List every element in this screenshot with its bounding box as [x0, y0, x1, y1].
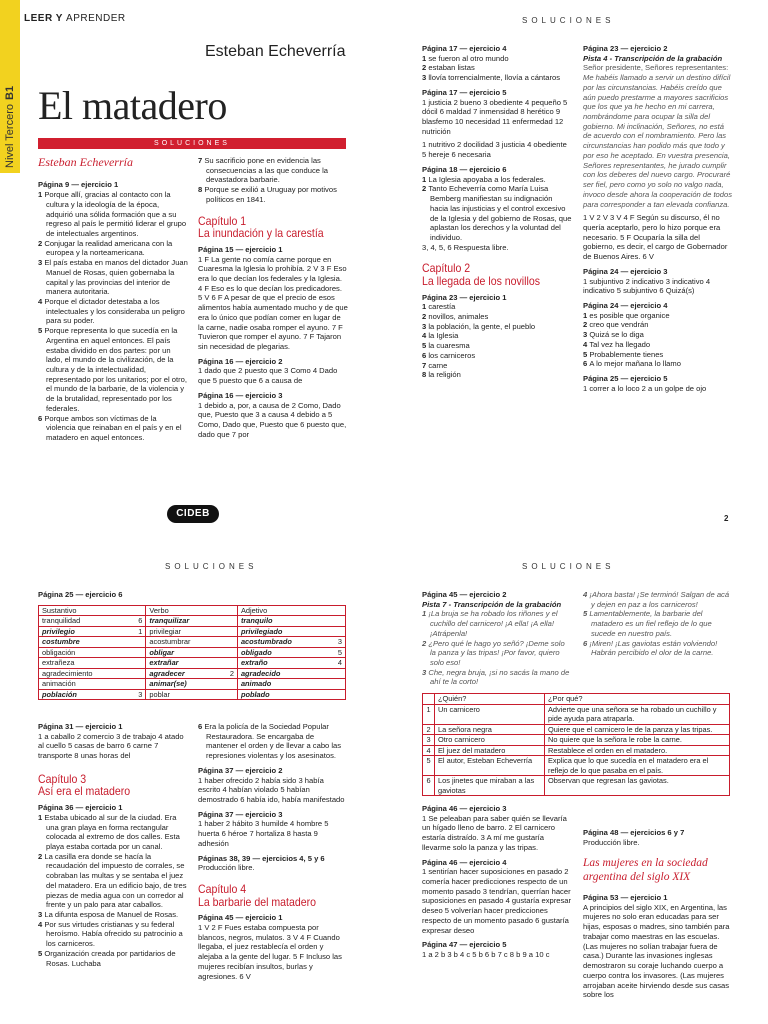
table-row — [39, 679, 346, 690]
brand-logo: LEER Y APRENDER — [24, 13, 126, 24]
list-item: 4 ¡Ahora basta! ¡Se terminó! Salgan de acá y dejen en paz a los carniceros! — [583, 590, 730, 609]
answer-number-cell: 3 — [334, 637, 346, 648]
answer-list — [422, 302, 572, 380]
solutions-header: SOLUCIONES — [522, 16, 615, 25]
table-row — [39, 658, 346, 669]
exercise-heading: Página 46 — ejercicio 4 — [422, 857, 507, 867]
answer-list — [38, 813, 188, 969]
answer-text: 1 justicia 2 bueno 3 obediente 4 pequeño 5 dócil 6 maldad 7 inmensidad 8 herético 9 blasfemo 10 necesidad 11 enfermedad 12 nutrición — [422, 97, 568, 136]
exercise-heading: Página 23 — ejercicio 2 — [583, 44, 668, 53]
exercise-heading: Página 16 — ejercicio 2 — [198, 356, 283, 366]
list-item: 1 es posible que organice — [583, 310, 670, 320]
transcript-list — [583, 590, 733, 658]
table-row — [39, 637, 346, 648]
list-item: 2 creo que vendrán — [583, 320, 649, 330]
row-number-cell: 2 — [423, 724, 435, 735]
section-title: Las mujeres en la sociedad argentina del siglo XIX — [583, 857, 708, 884]
answer-text: Producción libre. — [198, 863, 255, 873]
why-cell: Restablece el orden en el matadero. — [545, 745, 730, 756]
who-cell: Un carnicero — [435, 704, 545, 724]
answer-number-cell — [225, 689, 237, 700]
list-item: 3 La difunta esposa de Manuel de Rosas. — [38, 909, 179, 919]
table-row — [423, 735, 730, 746]
table-header — [423, 694, 730, 705]
section-author: Esteban Echeverría — [38, 155, 133, 169]
page-number: 2 — [724, 514, 729, 523]
table-row — [423, 724, 730, 735]
answer-text: 1 correr a lo loco 2 a un golpe de ojo — [583, 383, 707, 393]
list-item: 8 la religión — [422, 370, 461, 380]
list-item: 5 Porque representa lo que sucedía en la Argentina en aquel entonces. El país estaba dividido en dos partes: por un lado, el mundo de la civilización, de la cultura y de la intelectualidad, representado por los unitarios; por el otro, el mundo de la barbarie, de la violencia y de la brutalidad, representado por los federales. — [38, 326, 187, 413]
exercise-heading: Página 37 — ejercicio 3 — [198, 809, 283, 819]
who-why-table — [422, 693, 730, 796]
word-cell: tranquilidad — [39, 616, 134, 627]
answer-number-cell — [334, 626, 346, 637]
word-cell: tranquilo — [237, 616, 333, 627]
exercise-heading: Página 25 — ejercicio 6 — [38, 590, 123, 599]
column-header: ¿Quién? — [435, 694, 545, 705]
list-item: 6 Era la policía de la Sociedad Popular Restauradora. Se encargaba de mantener el orden y de llevar a cabo las represiones violentas y los asesinatos. — [198, 722, 342, 761]
column-1 — [38, 155, 188, 443]
word-cell: poblar — [146, 689, 226, 700]
transcript-intro: Señor presidente, Señores representantes: — [583, 63, 729, 73]
exercise-heading: Página 37 — ejercicio 2 — [198, 765, 283, 775]
list-item: 5 la cuaresma — [422, 341, 470, 351]
who-cell: Los jinetes que miraban a las gaviotas — [435, 776, 545, 796]
table-row — [423, 745, 730, 756]
exercise-heading: Página 24 — ejercicio 3 — [583, 266, 668, 276]
list-item: 1 se fueron al otro mundo — [422, 53, 509, 63]
table-row — [423, 704, 730, 724]
answer-list — [198, 722, 348, 761]
list-item: 2 Conjugar la realidad americana con la europea y la norteamericana. — [38, 238, 173, 258]
column-4 — [583, 590, 733, 658]
answer-text: Producción libre. — [583, 837, 640, 847]
word-cell: privilegiar — [146, 626, 226, 637]
word-cell: privilegiado — [237, 626, 333, 637]
column-header: Sustantivo — [39, 605, 146, 616]
level-label: Nivel TerceroB1 — [4, 85, 16, 168]
word-cell: obligación — [39, 647, 134, 658]
list-item: 3 la población, la gente, el pueblo — [422, 321, 536, 331]
column-header: Adjetivo — [237, 605, 345, 616]
why-cell: Quiere que el carnicero le de la panza y las tripas. — [545, 724, 730, 735]
list-item: 1 La Iglesia apoyaba a los federales. — [422, 174, 546, 184]
answer-text: 1 debido a, por, a causa de 2 Como, Dado que, Puesto que 3 a causa 4 debido a 5 Como, Dado que, Puesto que 6 puesto que, dado que 7 por — [198, 400, 347, 439]
who-cell: El juez del matadero — [435, 745, 545, 756]
list-item: 5 Probablemente tienes — [583, 349, 664, 359]
table-row — [39, 616, 346, 627]
word-cell: acostumbrar — [146, 637, 226, 648]
answer-text: 1 subjuntivo 2 indicativo 3 indicativo 4 indicativo 5 subjuntivo 6 Quizá(s) — [583, 276, 711, 296]
book-title: El matadero — [38, 83, 227, 128]
list-item: 4 la Iglesia — [422, 331, 459, 341]
answer-text: 1 a 2 b 3 b 4 c 5 b 6 b 7 c 8 b 9 a 10 c — [422, 950, 550, 960]
answer-text: 1 V 2 V 3 V 4 F Según su discurso, él no quería aceptarlo, pero lo hizo porque era necesario. 5 F Ocuparía la silla del gobierno, es decir, el cargo de Gobernador de Buenos Aires. 6 V — [583, 213, 728, 262]
column-header: ¿Por qué? — [545, 694, 730, 705]
answer-text: 1 haber ofrecido 2 había sido 3 había escrito 4 habían violado 5 habían demostrado 6 había ido, había manifestado — [198, 775, 345, 805]
answer-number-cell: 1 — [134, 626, 146, 637]
column-1 — [38, 722, 188, 968]
word-cell: extrañeza — [39, 658, 134, 669]
word-cell: agradecido — [237, 668, 333, 679]
answer-list — [583, 311, 733, 369]
why-cell: Explica que lo que sucedía en el matadero era el reflejo de lo que pasaba en el país. — [545, 756, 730, 776]
word-cell: población — [39, 689, 134, 700]
column-header — [423, 694, 435, 705]
list-item: 4 Porque el dictador detestaba a los intelectuales y los consideraba un peligro para su poder. — [38, 296, 185, 326]
answer-number-cell — [225, 647, 237, 658]
word-cell: privilegio — [39, 626, 134, 637]
list-item: 6 los carniceros — [422, 350, 476, 360]
book-author: Esteban Echeverría — [205, 43, 346, 60]
answer-number-cell — [134, 658, 146, 669]
answer-text: 1 haber 2 hábito 3 humilde 4 hombre 5 huerta 6 héroe 7 hortaliza 8 hasta 9 adhesión — [198, 819, 329, 848]
solutions-banner: SOLUCIONES — [38, 138, 346, 149]
list-item: 6 Porque ambos son víctimas de la violencia que reinaban en el país y en el matadero en aquel entonces. — [38, 413, 182, 443]
word-cell: obligar — [146, 647, 226, 658]
answer-text: 3, 4, 5, 6 Respuesta libre. — [422, 242, 509, 252]
list-item: 5 Organización creada por partidarios de Rosas. Luchaba — [38, 948, 176, 968]
exercise-heading: Páginas 38, 39 — ejercicios 4, 5 y 6 — [198, 853, 325, 863]
solutions-header: SOLUCIONES — [522, 562, 615, 571]
exercise-heading: Página 48 — ejercicios 6 y 7 — [583, 828, 685, 837]
list-item: 1 Porque allí, gracias al contacto con la cultura y la ideología de la época, adquirió una sólida formación que a su regreso al país le permitió liderar el grupo de intelectuales argentinos. — [38, 190, 187, 238]
chapter-subtitle: La barbarie del matadero — [198, 894, 317, 909]
track-title: Pista 4 - Transcripción de la grabación — [583, 53, 723, 63]
list-item: 1 Estaba ubicado al sur de la ciudad. Era una gran playa en forma rectangular colocada al extremo de dos calles. Esta playa estaba cortada por un canal. — [38, 812, 180, 851]
transcript-text: Me habéis llamado a servir un destino difícil por las circunstancias. Habéis creído que aún puedo prestarme a mayores sacrificios que los que ya he hecho en mi carrera, nombrándome para ocupar la silla del gobierno. Mi inclinación, Señores, no está de acuerdo con el nombramiento. Pero las circunstancias han podido más que todo y por eso he aceptado. En vuestra presencia, Señores representantes, he jurado cumplir con los deberes del nuevo cargo. Procuraré ser fiel, pero como yo solo no valgo nada, invoco desde ahora la cooperación de todos para corresponder a tan elevada confianza. — [583, 73, 733, 209]
exercise-heading: Página 16 — ejercicio 3 — [198, 390, 283, 400]
exercise-heading: Página 9 — ejercicio 1 — [38, 180, 119, 190]
row-number-cell: 1 — [423, 704, 435, 724]
list-item: 3 Che, negra bruja, ¡si no sacás la mano de ahí te la corto! — [422, 667, 570, 687]
answer-text: 1 V 2 F Fues estaba compuesta por blancos, negros, mulatos. 3 V 4 F Cuando llegaba, el juez restablecía el orden y alejaba a la gente del lugar. 5 F Incluso las mujeres recibían insultos, burlas y agresiones. 6 V — [198, 922, 342, 981]
word-cell: animación — [39, 679, 134, 690]
word-cell: poblado — [237, 689, 333, 700]
answer-text: 1 F La gente no comía carne porque en Cuaresma la Iglesia lo prohibía. 2 V 3 F Eso era lo que decían los federales y la Iglesia. 4 F Eso es lo que decían los predicadores. 5 V 6 F A pesar de que el precio de esos alimentos había aumentado mucho y de que era lo único que podían comer en lugar de la carne, nadie osaba romper el ayuno. 7 F Tuvieron que romper el ayuno. 7 F Tajaron sin necesidad de plegarias. — [198, 254, 348, 351]
exercise-heading: Página 31 — ejercicio 1 — [38, 722, 123, 731]
chapter-heading — [38, 773, 188, 798]
word-cell: extraño — [237, 658, 333, 669]
table-row — [39, 668, 346, 679]
table-row — [39, 689, 346, 700]
row-number-cell: 4 — [423, 745, 435, 756]
chapter-subtitle: La inundación y la carestía — [198, 226, 324, 241]
word-cell: costumbre — [39, 637, 134, 648]
answer-text: 1 Se peleaban para saber quién se llevaría un hígado lleno de barro. 2 El carnicero estaría distraído. 3 A mí me gustaría llevarme solo la panza y las tripas. — [422, 813, 567, 852]
list-item: 7 Su sacrificio pone en evidencia las consecuencias a las que conduce la devastadora barbarie. — [198, 156, 329, 185]
why-cell: Observan que regresan las gaviotas. — [545, 776, 730, 796]
exercise-heading: Página 46 — ejercicio 3 — [422, 804, 507, 813]
table-row — [39, 626, 346, 637]
exercise-heading: Página 17 — ejercicio 5 — [422, 87, 507, 97]
word-family-section — [38, 590, 346, 700]
table-row — [39, 647, 346, 658]
answer-number-cell — [134, 637, 146, 648]
list-item: 2 Tanto Echeverría como María Luisa Bemberg manifiestan su indignación hacia las injusticias y el control excesivo de la Iglesia y del gobierno de Rosas, que aplastan los derechos y la voluntad del individuo. — [422, 184, 572, 242]
table-row — [423, 776, 730, 796]
exercise-heading: Página 45 — ejercicio 2 — [422, 590, 507, 599]
who-cell: La señora negra — [435, 724, 545, 735]
word-cell: agradecer — [146, 668, 226, 679]
answer-list — [198, 156, 348, 205]
answer-text: 1 nutritivo 2 docilidad 3 justicia 4 obediente 5 hereje 6 necesaria — [422, 140, 567, 160]
list-item: 4 Tal vez ha llegado — [583, 339, 651, 349]
list-item: 6 A lo mejor mañana lo llamo — [583, 359, 681, 369]
why-cell: Advierte que una señora se ha robado un cuchillo y pide ayuda para atraparla. — [545, 704, 730, 724]
answer-number-cell — [225, 679, 237, 690]
table-header — [39, 605, 346, 616]
exercise-heading: Página 15 — ejercicio 1 — [198, 244, 283, 254]
exercise-heading: Página 18 — ejercicio 6 — [422, 164, 507, 174]
answer-text: A principios del siglo XIX, en Argentina, las mujeres no solo eran educadas para ser hijas, esposas o madres, sino también para trabajar como maestras en las escuelas. (Las mujeres no solían trabajar fuera de casa.) Durante las invasiones inglesas demostraron su coraje luchando cuerpo a cuerpo contra los invasores. (Las mujeres arrojaban aceite hirviendo desde sus casas sobre los — [583, 902, 730, 1000]
answer-text: 1 a caballo 2 comercio 3 de trabajo 4 atado al cuello 5 casas de barro 6 carne 7 transporte 8 unas horas del — [38, 731, 184, 761]
answer-number-cell — [225, 658, 237, 669]
answer-list — [422, 175, 572, 243]
list-item: 3 Quizá se lo diga — [583, 330, 644, 340]
list-item: 8 Porque se exilió a Uruguay por motivos políticos en 1841. — [198, 185, 337, 204]
answer-number-cell: 6 — [134, 616, 146, 627]
answer-number-cell — [334, 689, 346, 700]
exercise-heading: Página 24 — ejercicio 4 — [583, 300, 668, 310]
word-cell: extrañar — [146, 658, 226, 669]
row-number-cell: 6 — [423, 776, 435, 796]
list-item: 6 ¡Miren! ¡Las gaviotas están volviendo! Habrán percibido el olor de la carne. — [583, 638, 718, 658]
solutions-header: SOLUCIONES — [165, 562, 258, 571]
list-item: 1 ¡La bruja se ha robado los riñones y el cuchillo del carnicero! ¡A ella! ¡A ella! ¡Atrápenla! — [422, 609, 558, 638]
who-cell: Otro carnicero — [435, 735, 545, 746]
answer-number-cell — [225, 626, 237, 637]
column-3 — [422, 44, 572, 380]
word-cell: acostumbrado — [237, 637, 333, 648]
word-cell: tranquilizar — [146, 616, 226, 627]
answer-number-cell: 4 — [334, 658, 346, 669]
chapter-heading — [198, 883, 348, 908]
chapter-title: Capítulo 1 — [198, 213, 247, 228]
publisher-logo: CIDEB — [167, 505, 219, 523]
answer-number-cell — [134, 668, 146, 679]
word-cell: agradecimiento — [39, 668, 134, 679]
chapter-title: Capítulo 3 — [38, 771, 87, 786]
chapter-title: Capítulo 4 — [198, 882, 247, 897]
chapter-heading — [198, 215, 348, 240]
row-number-cell: 3 — [423, 735, 435, 746]
answer-number-cell — [225, 637, 237, 648]
answer-number-cell — [134, 679, 146, 690]
answer-text: 1 sentirían hacer suposiciones en pasado 2 comería hacer predicciones respecto de un momento pasado 3 tendrían, querrían hacer suposiciones en pasado 4 gustaría expresar deseo 5 volverían hacer predicciones respecto de un momento pasado 6 gustaría expresar deseo — [422, 867, 572, 935]
transcript-list — [422, 609, 572, 687]
answer-list — [422, 54, 572, 83]
chapter-heading — [422, 262, 572, 287]
column-header: Verbo — [146, 605, 238, 616]
chapter-subtitle: Así era el matadero — [38, 784, 131, 799]
word-cell: obligado — [237, 647, 333, 658]
exercise-heading: Página 25 — ejercicio 5 — [583, 374, 668, 383]
answer-number-cell: 2 — [225, 668, 237, 679]
answer-number-cell — [334, 679, 346, 690]
column-4-lower — [583, 828, 733, 1000]
answer-number-cell — [225, 616, 237, 627]
list-item: 3 llovía torrencialmente, llovía a cántaros — [422, 73, 561, 83]
exercise-heading: Página 36 — ejercicio 1 — [38, 803, 123, 813]
chapter-title: Capítulo 2 — [422, 261, 471, 276]
answer-number-cell — [334, 616, 346, 627]
exercise-heading: Página 47 — ejercicio 5 — [422, 940, 507, 950]
column-2 — [198, 722, 348, 981]
word-family-table — [38, 605, 346, 701]
word-cell: animado — [237, 679, 333, 690]
list-item: 2 La casilla era donde se hacía la recaudación del impuesto de corrales, se cobraban las multas y se sentaba el juez del matadero. Era un edificio bajo, de tres piezas de media agua con un corredor al frente y un palo para atar caballos. — [38, 851, 187, 910]
answer-number-cell — [334, 668, 346, 679]
who-cell: El autor, Esteban Echeverría — [435, 756, 545, 776]
list-item: 3 El país estaba en manos del dictador Juan Manuel de Rosas, quien gobernaba la capital y las provincias del interior de manera autoritaria. — [38, 258, 188, 297]
exercise-heading: Página 17 — ejercicio 4 — [422, 44, 507, 53]
table-row — [423, 756, 730, 776]
list-item: 7 carne — [422, 360, 448, 370]
chapter-subtitle: La llegada de los novillos — [422, 273, 541, 288]
column-2 — [198, 156, 348, 439]
list-item: 4 Por sus virtudes cristianas y su federal heroísmo. Había ofrecido su patrocinio a los carniceros. — [38, 919, 183, 949]
answer-number-cell — [134, 647, 146, 658]
answer-number-cell: 5 — [334, 647, 346, 658]
track-title: Pista 7 - Transcripción de la grabación — [422, 599, 562, 609]
answer-list — [38, 190, 188, 443]
list-item: 2 novillos, animales — [422, 312, 489, 321]
exercise-heading: Página 23 — ejercicio 1 — [422, 292, 507, 302]
answer-number-cell: 3 — [134, 689, 146, 700]
exercise-heading: Página 53 — ejercicio 1 — [583, 893, 668, 903]
why-cell: No quiere que la señora le robe la carne. — [545, 735, 730, 746]
list-item: 5 Lamentablemente, la barbarie del matadero es un fiel reflejo de lo que sucede en nuestro país. — [583, 609, 712, 638]
list-item: 2 estaban listas — [422, 63, 475, 73]
word-cell: animar(se) — [146, 679, 226, 690]
row-number-cell: 5 — [423, 756, 435, 776]
list-item: 1 carestía — [422, 302, 456, 312]
answer-text: 1 dado que 2 puesto que 3 Como 4 Dado que 5 puesto que 6 a causa de — [198, 366, 338, 386]
exercise-heading: Página 45 — ejercicio 1 — [198, 913, 283, 923]
list-item: 2 ¿Pero qué le hago yo señó? ¡Deme solo la panza y las tripas! ¡Por favor, quiero solo eso! — [422, 638, 565, 668]
column-4 — [583, 44, 733, 393]
